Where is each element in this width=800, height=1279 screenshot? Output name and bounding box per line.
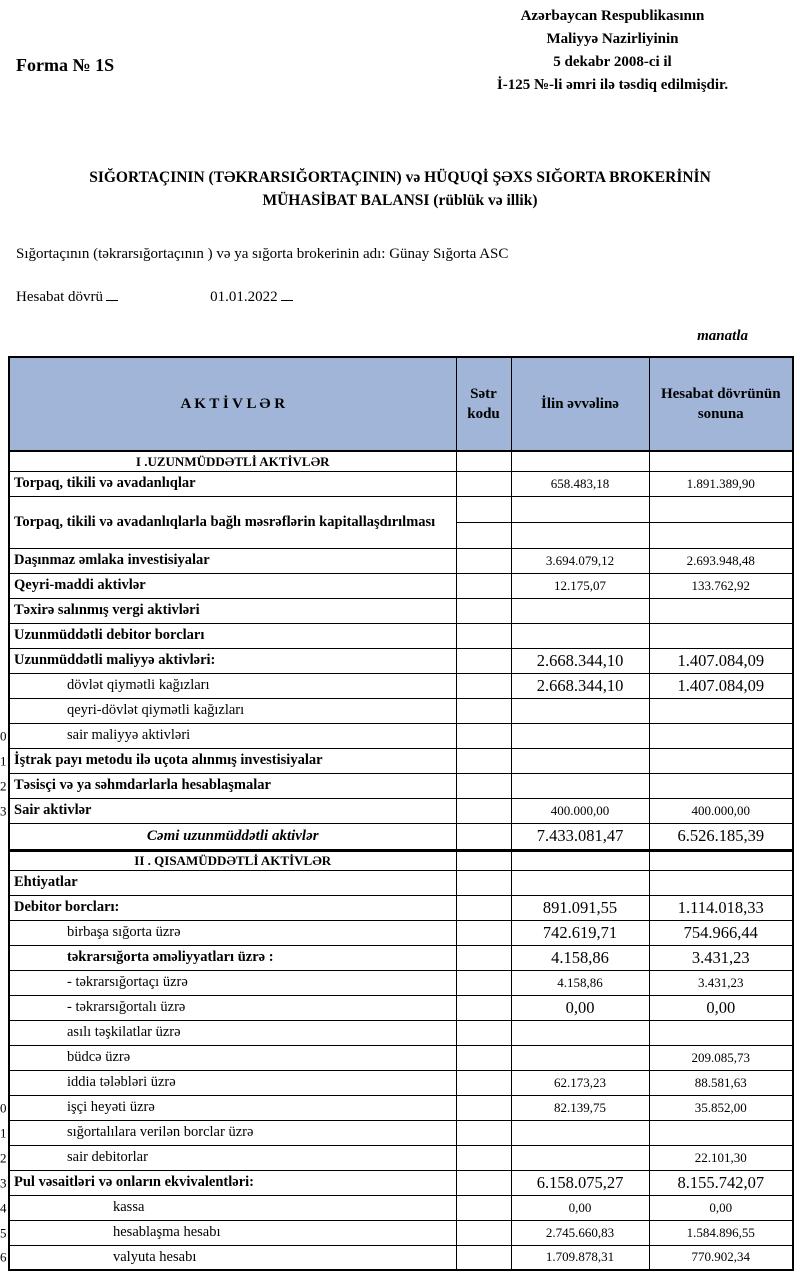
row-value-end: 0,00	[649, 995, 793, 1020]
row-value-begin	[511, 1145, 649, 1170]
row-label: asılı təşkilatlar üzrə	[9, 1020, 456, 1045]
row-code	[456, 945, 511, 970]
row-number-edge-digit: 4	[0, 1200, 7, 1215]
table-row	[9, 723, 793, 748]
row-label: Uzunmüddətli debitor borcları	[9, 623, 456, 648]
row-code	[456, 970, 511, 995]
row-code	[456, 522, 511, 548]
row-label: Təxirə salınmış vergi aktivləri	[9, 598, 456, 623]
row-label: II . QISAMÜDDƏTLİ AKTİVLƏR	[9, 850, 456, 870]
row-label: təkrarsığorta əməliyyatları üzrə :	[9, 945, 456, 970]
table-row	[9, 623, 793, 648]
row-value-begin	[511, 522, 649, 548]
row-code	[456, 673, 511, 698]
row-number-edge-digit: 3	[0, 803, 7, 818]
row-label: kassa 4	[9, 1195, 456, 1220]
row-code	[456, 1070, 511, 1095]
row-value-begin: 4.158,86	[511, 970, 649, 995]
row-code	[456, 1045, 511, 1070]
row-value-begin	[511, 623, 649, 648]
row-label: Ehtiyatlar	[9, 870, 456, 895]
row-code	[456, 870, 511, 895]
row-code	[456, 1245, 511, 1270]
row-value-begin	[511, 698, 649, 723]
row-label: büdcə üzrə	[9, 1045, 456, 1070]
row-value-begin	[511, 723, 649, 748]
row-value-begin: 400.000,00	[511, 798, 649, 823]
row-value-end	[649, 748, 793, 773]
column-header-row-code: Sətr kodu	[456, 357, 511, 451]
row-value-end	[649, 723, 793, 748]
table-row	[9, 598, 793, 623]
row-value-end: 3.431,23	[649, 945, 793, 970]
balance-table-body	[0, 451, 793, 1270]
approval-line: Maliyyə Nazirliyinin	[546, 31, 679, 47]
row-value-end	[649, 451, 793, 471]
row-value-end	[649, 850, 793, 870]
table-row	[9, 870, 793, 895]
table-row	[9, 1120, 793, 1145]
column-header-begin-of-year: İlin əvvəlinə	[511, 357, 649, 451]
document-title-line1: SIĞORTAÇININ (TƏKRARSIĞORTAÇININ) və HÜQUQİ ŞƏXS SIĞORTA BROKERİNİN	[89, 169, 711, 186]
row-number-edge-digit: 1	[0, 753, 7, 768]
approval-line: 5 dekabr 2008-ci il	[553, 54, 672, 70]
row-value-begin: 2.668.344,10	[511, 648, 649, 673]
row-code	[456, 920, 511, 945]
table-row	[9, 920, 793, 945]
row-value-end: 8.155.742,07	[649, 1170, 793, 1195]
row-code	[456, 1020, 511, 1045]
document-title-line2: MÜHASİBAT BALANSI (rüblük və illik)	[262, 192, 538, 209]
row-code	[456, 895, 511, 920]
balance-table-header	[9, 357, 793, 451]
row-code	[456, 451, 511, 471]
header-row	[9, 357, 793, 451]
row-label: sair maliyyə aktivləri 0	[9, 723, 456, 748]
row-value-begin: 4.158,86	[511, 945, 649, 970]
row-value-begin: 6.158.075,27	[511, 1170, 649, 1195]
row-value-end: 400.000,00	[649, 798, 793, 823]
approval-block	[430, 5, 795, 97]
row-code	[456, 698, 511, 723]
row-value-begin: 12.175,07	[511, 573, 649, 598]
row-label: sığortalılara verilən borclar üzrə 1	[9, 1120, 456, 1145]
row-label: birbaşa sığorta üzrə	[9, 920, 456, 945]
row-value-end	[649, 773, 793, 798]
row-value-end: 35.852,00	[649, 1095, 793, 1120]
underline-mark	[281, 287, 293, 301]
row-value-end	[649, 1120, 793, 1145]
row-value-begin	[511, 1045, 649, 1070]
document-title	[0, 166, 800, 212]
row-number-edge-digit: 2	[0, 1150, 7, 1165]
row-code	[456, 1195, 511, 1220]
row-label: Pul vəsaitləri və onların ekvivalentləri: 3	[9, 1170, 456, 1195]
row-value-begin	[511, 1120, 649, 1145]
row-value-begin	[511, 870, 649, 895]
row-label: Daşınmaz əmlaka investisiyalar	[9, 548, 456, 573]
row-label: - təkrarsığortaçı üzrə	[9, 970, 456, 995]
row-value-end	[649, 522, 793, 548]
table-row	[9, 1045, 793, 1070]
row-code	[456, 798, 511, 823]
row-value-begin: 2.668.344,10	[511, 673, 649, 698]
column-header-end-of-period: Hesabat dövrünün sonuna	[649, 357, 793, 451]
row-code	[456, 623, 511, 648]
row-value-end: 754.966,44	[649, 920, 793, 945]
approval-line: Azərbaycan Respublikasının	[520, 8, 705, 24]
row-value-end: 1.407.084,09	[649, 673, 793, 698]
row-value-begin: 0,00	[511, 995, 649, 1020]
row-label: Cəmi uzunmüddətli aktivlər	[9, 823, 456, 850]
row-value-begin	[511, 598, 649, 623]
row-number-edge-digit: 3	[0, 1175, 7, 1190]
row-code	[456, 573, 511, 598]
row-label: Uzunmüddətli maliyyə aktivləri:	[9, 648, 456, 673]
row-code	[456, 995, 511, 1020]
table-row	[9, 648, 793, 673]
row-label: Torpaq, tikili və avadanlıqlar	[9, 471, 456, 496]
row-value-end: 0,00	[649, 1195, 793, 1220]
row-value-begin: 7.433.081,47	[511, 823, 649, 850]
row-code	[456, 648, 511, 673]
table-row	[9, 471, 793, 496]
row-value-begin	[511, 773, 649, 798]
column-header-assets: A K T İ V L Ə R	[9, 357, 456, 451]
row-code	[456, 598, 511, 623]
table-row	[9, 995, 793, 1020]
row-label: dövlət qiymətli kağızları	[9, 673, 456, 698]
approval-line: İ-125 №-li əmri ilə təsdiq edilmişdir.	[496, 77, 729, 93]
row-value-end	[649, 1020, 793, 1045]
row-label: hesablaşma hesabı 5	[9, 1220, 456, 1245]
row-value-end: 770.902,34	[649, 1245, 793, 1270]
row-code	[456, 1120, 511, 1145]
row-value-begin: 0,00	[511, 1195, 649, 1220]
row-value-end: 22.101,30	[649, 1145, 793, 1170]
row-value-end	[649, 496, 793, 522]
table-row	[9, 773, 793, 798]
period-value: 01.01.2022	[210, 289, 278, 305]
row-label: iddia tələbləri üzrə	[9, 1070, 456, 1095]
row-label: valyuta hesabı 6	[9, 1245, 456, 1270]
table-row	[9, 1245, 793, 1270]
row-value-begin	[511, 850, 649, 870]
row-value-end: 6.526.185,39	[649, 823, 793, 850]
row-value-begin	[511, 451, 649, 471]
row-value-begin: 2.745.660,83	[511, 1220, 649, 1245]
table-row	[9, 1220, 793, 1245]
row-label: İştrak payı metodu ilə uçota alınmış investisiyalar 1	[9, 748, 456, 773]
row-value-end: 1.407.084,09	[649, 648, 793, 673]
row-number-edge-digit: 5	[0, 1225, 7, 1240]
row-value-begin: 82.139,75	[511, 1095, 649, 1120]
row-number-edge-digit: 6	[0, 1249, 7, 1265]
row-label: Torpaq, tikili və avadanlıqlarla bağlı məsrəflərin kapitallaşdırılması	[9, 496, 456, 548]
table-row	[9, 1070, 793, 1095]
company-name-line: Sığortaçının (təkrarsığortaçının ) və ya sığorta brokerinin adı: Günay Sığorta ASC	[16, 246, 509, 262]
row-value-end: 1.114.018,33	[649, 895, 793, 920]
row-number-edge-digit: 0	[0, 728, 7, 743]
row-value-begin	[511, 496, 649, 522]
row-value-end: 1.891.389,90	[649, 471, 793, 496]
row-value-begin	[511, 1020, 649, 1045]
row-value-end	[649, 623, 793, 648]
row-number-edge-digit: 1	[0, 1125, 7, 1140]
row-label: - təkrarsığortalı üzrə	[9, 995, 456, 1020]
row-value-begin: 3.694.079,12	[511, 548, 649, 573]
table-row	[9, 970, 793, 995]
table-row	[9, 573, 793, 598]
row-value-end: 1.584.896,55	[649, 1220, 793, 1245]
row-code	[456, 773, 511, 798]
table-row	[9, 850, 793, 870]
table-row	[9, 945, 793, 970]
row-value-end: 209.085,73	[649, 1045, 793, 1070]
balance-table	[0, 356, 794, 1271]
row-label: sair debitorlar 2	[9, 1145, 456, 1170]
row-code	[456, 471, 511, 496]
row-value-begin: 1.709.878,31	[511, 1245, 649, 1270]
row-value-end	[649, 698, 793, 723]
table-row	[9, 823, 793, 850]
row-value-end: 133.762,92	[649, 573, 793, 598]
row-code	[456, 496, 511, 522]
row-code	[456, 1145, 511, 1170]
row-label: Debitor borcları:	[9, 895, 456, 920]
row-value-end: 88.581,63	[649, 1070, 793, 1095]
row-label: I .UZUNMÜDDƏTLİ AKTİVLƏR	[9, 451, 456, 471]
row-label: qeyri-dövlət qiymətli kağızları	[9, 698, 456, 723]
row-value-end: 2.693.948,48	[649, 548, 793, 573]
row-label: işçi heyəti üzrə 0	[9, 1095, 456, 1120]
table-row	[9, 1145, 793, 1170]
row-value-end	[649, 870, 793, 895]
row-value-begin: 658.483,18	[511, 471, 649, 496]
row-code	[456, 823, 511, 850]
underline-mark	[106, 287, 118, 301]
table-row	[9, 496, 793, 522]
row-code	[456, 1095, 511, 1120]
row-code	[456, 1170, 511, 1195]
period-label: Hesabat dövrü	[16, 289, 104, 305]
row-value-begin: 62.173,23	[511, 1070, 649, 1095]
table-row	[9, 698, 793, 723]
table-row	[9, 451, 793, 471]
row-value-begin: 742.619,71	[511, 920, 649, 945]
table-row	[9, 895, 793, 920]
row-label: Sair aktivlər 3	[9, 798, 456, 823]
table-row	[9, 798, 793, 823]
table-row	[9, 673, 793, 698]
row-code	[456, 748, 511, 773]
row-label: Təsisçi və ya səhmdarlarla hesablaşmalar 2	[9, 773, 456, 798]
row-value-begin: 891.091,55	[511, 895, 649, 920]
currency-note: manatla	[697, 328, 748, 344]
row-code	[456, 548, 511, 573]
table-row	[9, 1195, 793, 1220]
table-row	[9, 1095, 793, 1120]
table-row	[9, 748, 793, 773]
row-number-edge-digit: 2	[0, 778, 7, 793]
reporting-period-line	[16, 287, 293, 306]
row-value-end: 3.431,23	[649, 970, 793, 995]
row-value-end	[649, 598, 793, 623]
row-code	[456, 850, 511, 870]
table-row	[9, 548, 793, 573]
table-row	[9, 1020, 793, 1045]
row-number-edge-digit: 0	[0, 1100, 7, 1115]
row-value-begin	[511, 748, 649, 773]
row-label: Qeyri-maddi aktivlər	[9, 573, 456, 598]
table-row	[9, 1170, 793, 1195]
form-number-label: Forma № 1S	[16, 55, 115, 75]
row-code	[456, 1220, 511, 1245]
row-code	[456, 723, 511, 748]
